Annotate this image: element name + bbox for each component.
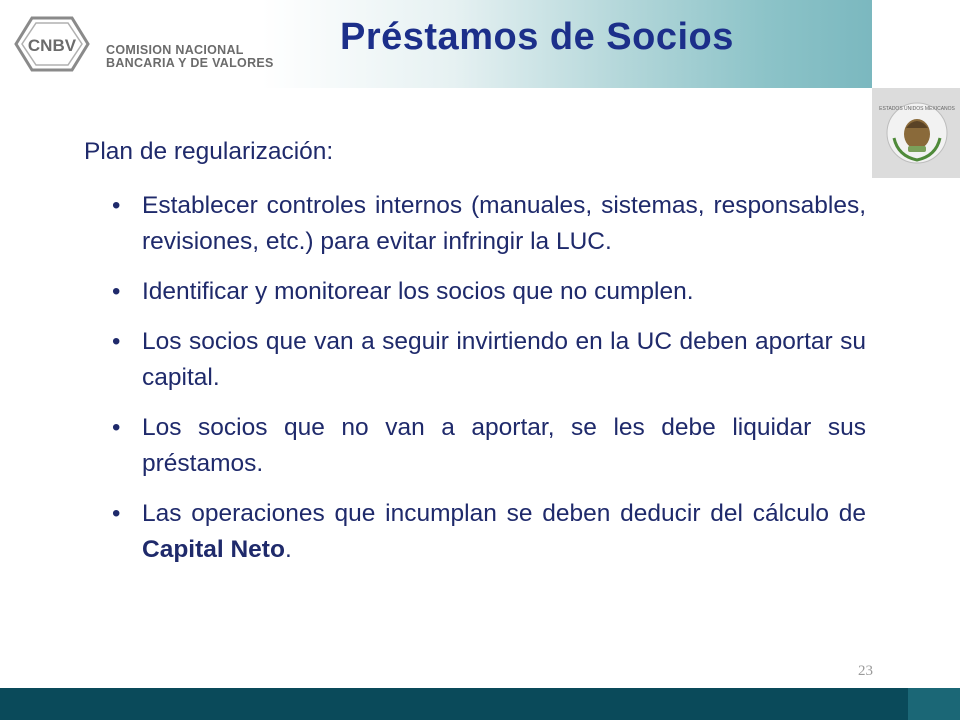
list-item: [84, 496, 866, 568]
bullet-icon: •: [112, 414, 121, 441]
bullet-icon: •: [112, 278, 121, 305]
page-number: 23: [858, 663, 873, 679]
footer-band: [0, 688, 960, 720]
bullet-text: Los socios que no van a aportar, se les debe liquidar sus préstamos.: [142, 414, 866, 477]
cnbv-logo-icon: [14, 14, 94, 74]
bullet-tail-text: .: [284, 536, 292, 563]
bullet-icon: •: [112, 500, 121, 527]
list-item: [84, 324, 866, 396]
list-item: [84, 274, 866, 310]
seal-text: ESTADOS UNIDOS MEXICANOS: [879, 106, 955, 112]
header-right-blank: [872, 0, 960, 88]
footer-accent: [908, 688, 960, 720]
bullet-bold-text: Capital Neto: [142, 536, 285, 563]
bullet-text: Establecer controles internos (manuales, sistemas, responsables, revisiones, etc.) para evitar infringir la LUC.: [142, 192, 866, 255]
bullet-text: Las operaciones que incumplan se deben deducir del cálculo de: [142, 500, 866, 527]
mexico-seal-icon: [879, 98, 955, 168]
logo-line-2: BANCARIA Y DE VALORES: [106, 56, 274, 70]
bullet-icon: •: [112, 192, 121, 219]
logo-abbrev: CNBV: [27, 36, 77, 55]
list-item: [84, 188, 866, 260]
logo-line-1: COMISION NACIONAL: [106, 43, 244, 57]
list-item: [84, 410, 866, 482]
logo-text: [106, 44, 274, 70]
intro-heading: Plan de regularización:: [84, 138, 334, 165]
page-title: Préstamos de Socios: [340, 16, 734, 58]
bullet-text: Identificar y monitorear los socios que no cumplen.: [142, 278, 694, 305]
bullet-icon: •: [112, 328, 121, 355]
slide-content: [84, 138, 866, 582]
cnbv-logo: [14, 14, 274, 74]
bullet-text: Los socios que van a seguir invirtiendo en la UC deben aportar su capital.: [142, 328, 866, 391]
bullet-list: [84, 188, 866, 568]
